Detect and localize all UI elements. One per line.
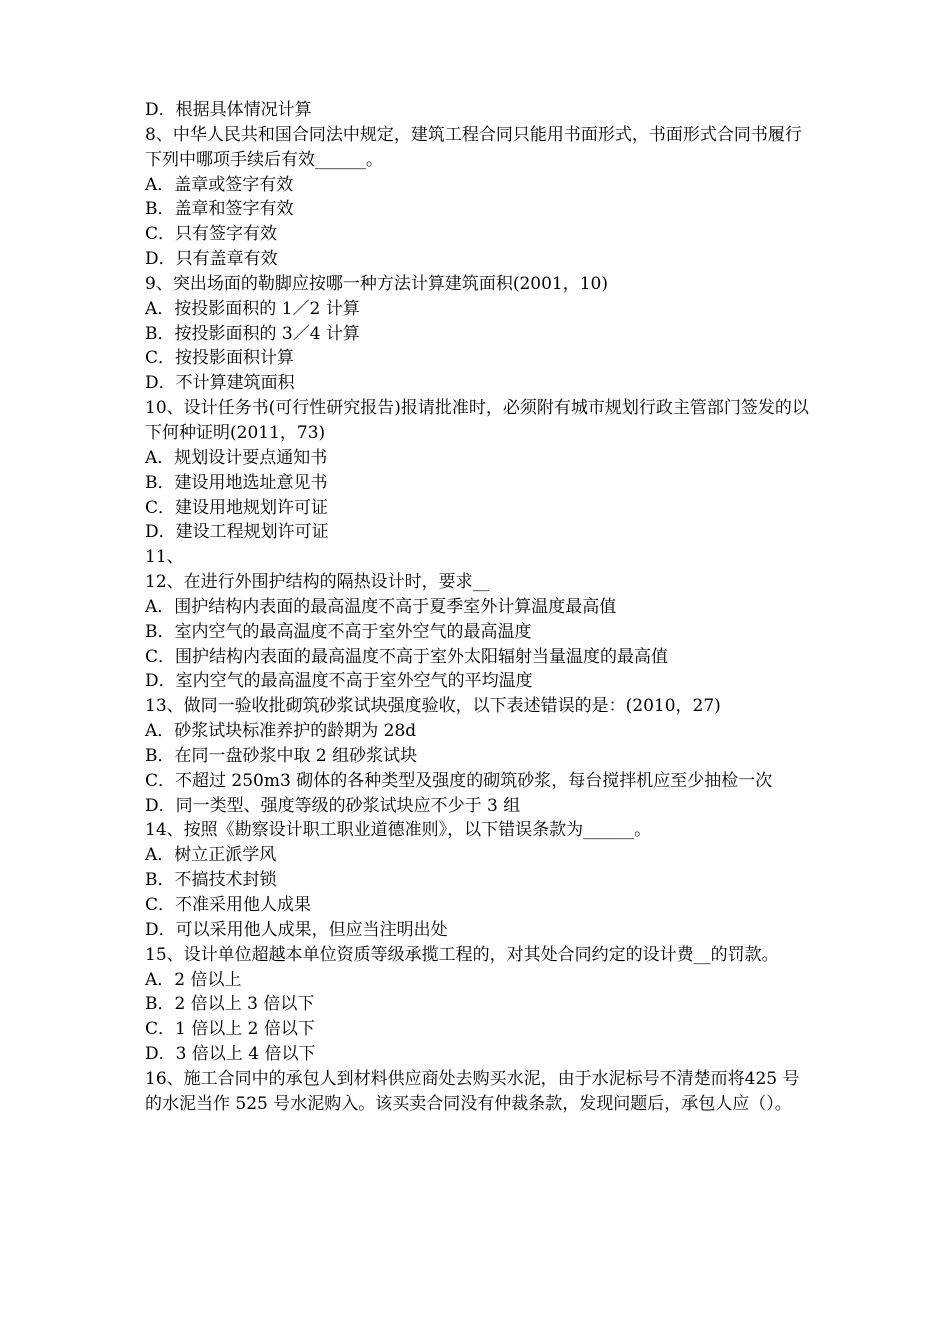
option-line: C．按投影面积计算 xyxy=(145,348,295,369)
question-line: 11、 xyxy=(145,547,184,568)
option-line: A．2 倍以上 xyxy=(145,969,242,990)
option-line: A．盖章或签字有效 xyxy=(145,174,294,195)
question-line: 12、在进行外围护结构的隔热设计时，要求__ xyxy=(145,572,490,593)
option-line: D．室内空气的最高温度不高于室外空气的平均温度 xyxy=(145,671,533,692)
option-line: D．建设工程规划许可证 xyxy=(145,522,329,543)
option-line: B．建设用地选址意见书 xyxy=(145,472,328,493)
option-line: B．2 倍以上 3 倍以下 xyxy=(145,994,315,1015)
document-body xyxy=(145,98,810,1117)
option-line: A．围护结构内表面的最高温度不高于夏季室外计算温度最高值 xyxy=(145,596,617,617)
option-line: B．不搞技术封锁 xyxy=(145,870,277,891)
option-line: D．3 倍以上 4 倍以下 xyxy=(145,1044,316,1065)
option-line: C．围护结构内表面的最高温度不高于室外太阳辐射当量温度的最高值 xyxy=(145,646,669,667)
question-line: 8、中华人民共和国合同法中规定，建筑工程合同只能用书面形式，书面形式合同书履行下列中哪项手续后有效______。 xyxy=(145,124,802,170)
option-line: C．建设用地规划许可证 xyxy=(145,497,329,518)
option-line: C．不超过 250m3 砌体的各种类型及强度的砌筑砂浆，每台搅拌机应至少抽检一次 xyxy=(145,770,773,791)
question-line: 14、按照《勘察设计职工职业道德准则》，以下错误条款为______。 xyxy=(145,820,652,841)
option-line: A．砂浆试块标准养护的龄期为 28d xyxy=(145,721,417,742)
option-line: B．在同一盘砂浆中取 2 组砂浆试块 xyxy=(145,745,418,766)
option-line: A．规划设计要点通知书 xyxy=(145,447,328,468)
option-line: A．树立正派学风 xyxy=(145,845,277,866)
question-line: 15、设计单位超越本单位资质等级承揽工程的，对其处合同约定的设计费__的罚款。 xyxy=(145,944,779,965)
option-line: C．不准采用他人成果 xyxy=(145,895,312,915)
option-line: B．室内空气的最高温度不高于室外空气的最高温度 xyxy=(145,621,532,642)
option-line: D．不计算建筑面积 xyxy=(145,373,295,394)
question-line: 9、突出场面的勒脚应按哪一种方法计算建筑面积(2001，10) xyxy=(145,273,608,294)
option-line: D．根据具体情况计算 xyxy=(145,100,312,120)
option-line: A．按投影面积的 1／2 计算 xyxy=(145,298,360,319)
option-line: B．按投影面积的 3／4 计算 xyxy=(145,323,360,344)
option-line: D．只有盖章有效 xyxy=(145,249,278,270)
option-line: B．盖章和签字有效 xyxy=(145,199,294,220)
option-line: C．1 倍以上 2 倍以下 xyxy=(145,1019,315,1040)
question-line: 13、做同一验收批砌筑砂浆试块强度验收，以下表述错误的是：(2010，27) xyxy=(145,696,721,717)
option-line: C．只有签字有效 xyxy=(145,224,278,245)
question-line: 10、设计任务书(可行性研究报告)报请批准时，必须附有城市规划行政主管部门签发的以下何种证明(2011，73) xyxy=(145,398,809,443)
option-line: D．同一类型、强度等级的砂浆试块应不少于 3 组 xyxy=(145,795,521,816)
option-line: D．可以采用他人成果，但应当注明出处 xyxy=(145,919,448,940)
question-line: 16、施工合同中的承包人到材料供应商处去购买水泥，由于水泥标号不清楚而将425 号的水泥当作 525 号水泥购入。该买卖合同没有仲裁条款，发现问题后，承包人应（）。 xyxy=(145,1068,800,1114)
